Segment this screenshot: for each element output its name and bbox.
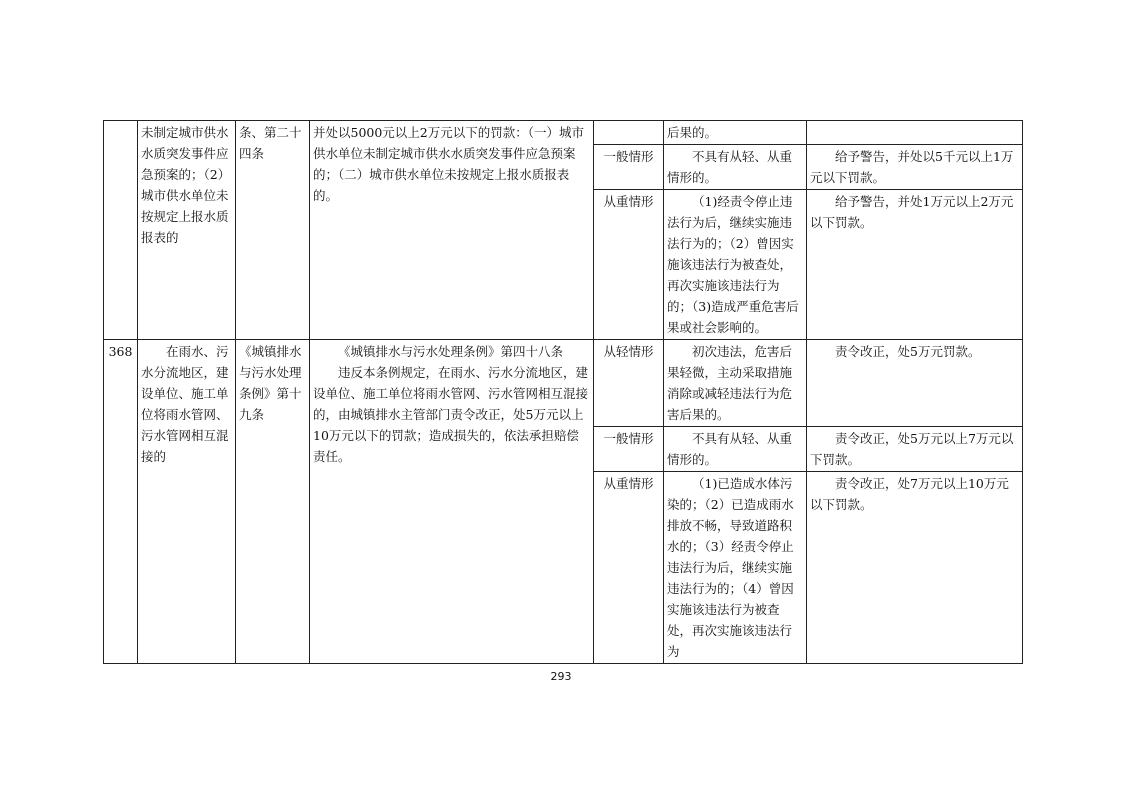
penalty-cell: 给予警告，并处1万元以上2万元以下罚款。 bbox=[807, 190, 1023, 340]
penalty-cell: 责令改正，处5万元罚款。 bbox=[807, 340, 1023, 427]
seq-cell: 368 bbox=[104, 340, 138, 664]
seq-cell bbox=[104, 121, 138, 340]
condition-cell: 初次违法，危害后果轻微，主动采取措施消除或减轻违法行为危害后果的。 bbox=[664, 340, 807, 427]
penalty-cell: 责令改正，处5万元以上7万元以下罚款。 bbox=[807, 427, 1023, 472]
level-cell: 从重情形 bbox=[594, 472, 664, 664]
condition-cell: （1)经责令停止违法行为后，继续实施违法行为的；（2）曾因实施该违法行为被查处，再次实施该违法行为的；（3)造成严重危害后果或社会影响的。 bbox=[664, 190, 807, 340]
basis-cell: 《城镇排水与污水处理条例》第十九条 bbox=[236, 340, 310, 664]
provision-title: 《城镇排水与污水处理条例》第四十八条 bbox=[338, 344, 564, 359]
page-number: 293 bbox=[550, 670, 572, 683]
level-cell: 从轻情形 bbox=[594, 340, 664, 427]
level-cell: 一般情形 bbox=[594, 145, 664, 190]
condition-cell: （1)已造成水体污染的；（2）已造成雨水排放不畅，导致道路积水的；（3）经责令停止违法行为后，继续实施违法行为的；（4）曾因实施该违法行为被查处，再次实施该违法行为 bbox=[664, 472, 807, 664]
level-cell: 从重情形 bbox=[594, 190, 664, 340]
violation-cell: 在雨水、污水分流地区，建设单位、施工单位将雨水管网、污水管网相互混接的 bbox=[138, 340, 236, 664]
condition-cell: 不具有从轻、从重情形的。 bbox=[664, 145, 807, 190]
provision-cell bbox=[310, 340, 594, 664]
table-row bbox=[104, 340, 1023, 427]
penalty-standards-table bbox=[103, 120, 1023, 664]
penalty-cell: 给予警告，并处以5千元以上1万元以下罚款。 bbox=[807, 145, 1023, 190]
condition-cell: 不具有从轻、从重情形的。 bbox=[664, 427, 807, 472]
level-cell bbox=[594, 121, 664, 145]
condition-cell: 后果的。 bbox=[664, 121, 807, 145]
level-cell: 一般情形 bbox=[594, 427, 664, 472]
provision-cell: 并处以5000元以上2万元以下的罚款：（一）城市供水单位未制定城市供水水质突发事件应急预案的；（二）城市供水单位未按规定上报水质报表的。 bbox=[310, 121, 594, 340]
provision-text: 违反本条例规定，在雨水、污水分流地区，建设单位、施工单位将雨水管网、污水管网相互混接的，由城镇排水主管部门责令改正，处5万元以上10万元以下的罚款；造成损失的，依法承担赔偿责任。 bbox=[313, 365, 589, 464]
basis-cell: 条、第二十四条 bbox=[236, 121, 310, 340]
penalty-cell: 责令改正，处7万元以上10万元以下罚款。 bbox=[807, 472, 1023, 664]
violation-cell: 未制定城市供水水质突发事件应急预案的；（2）城市供水单位未按规定上报水质报表的 bbox=[138, 121, 236, 340]
penalty-cell bbox=[807, 121, 1023, 145]
table-row bbox=[104, 121, 1023, 145]
